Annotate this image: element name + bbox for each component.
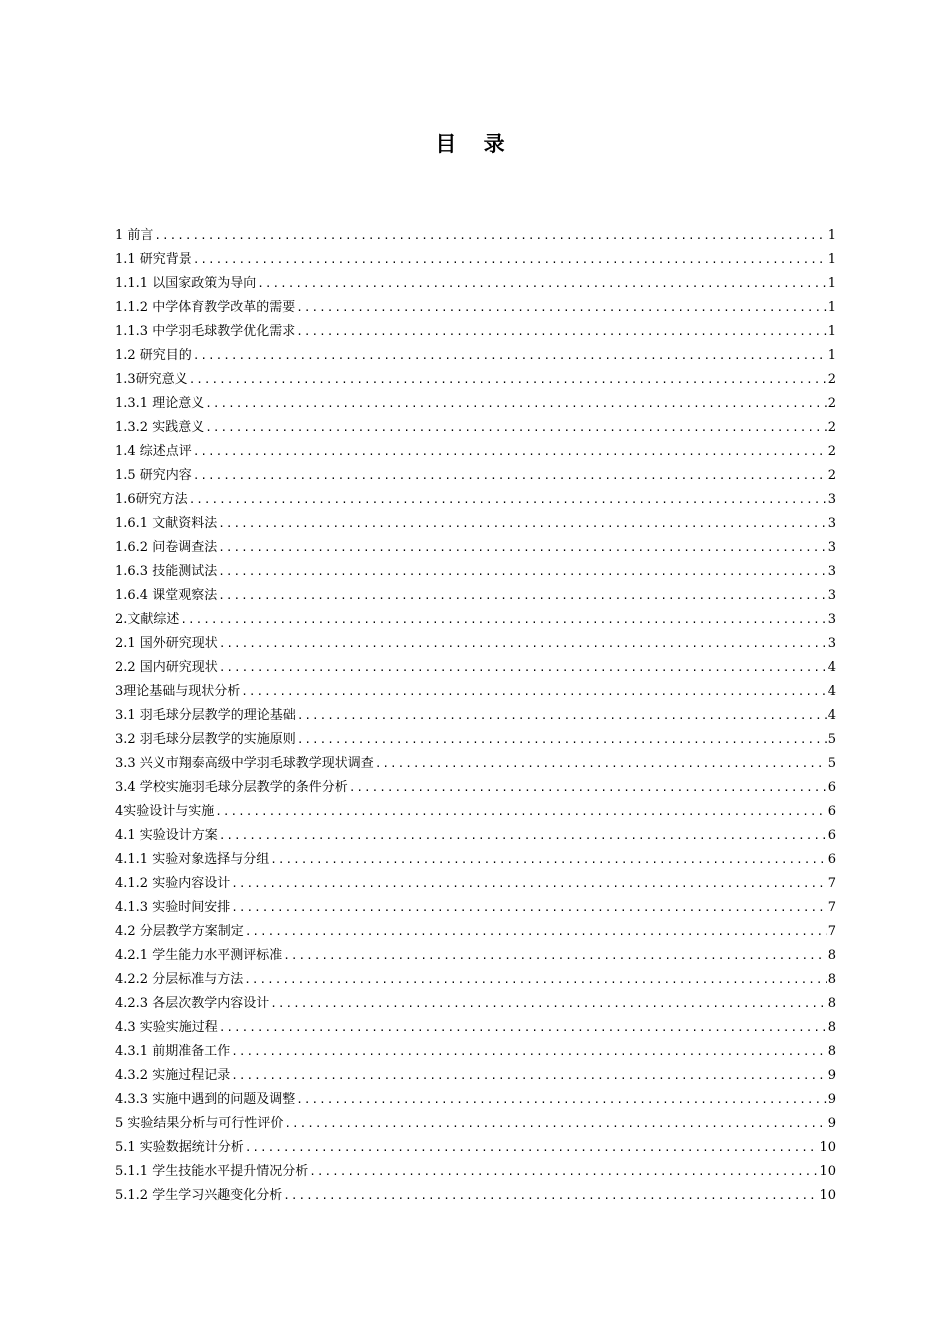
toc-entry-page-number: 7 [827,876,836,891]
toc-entry[interactable] [115,488,836,512]
toc-entry-page-number: 9 [827,1068,836,1083]
toc-entry[interactable] [115,560,836,584]
toc-entry-label: 5.1.2 学生学习兴趣变化分析 [115,1188,283,1203]
toc-dot-leader [193,464,827,488]
toc-entry-label: 3.3 兴义市翔泰高级中学羽毛球教学现状调查 [115,756,374,771]
toc-entry-label: 2.1 国外研究现状 [115,636,218,651]
toc-entry-label: 4.2 分层教学方案制定 [115,924,244,939]
toc-entry[interactable] [115,608,836,632]
toc-entry-label: 1.3研究意义 [115,372,188,387]
toc-entry-label: 1.6.3 技能测试法 [115,564,218,579]
toc-dot-leader [219,1016,827,1040]
toc-entry[interactable] [115,512,836,536]
toc-entry-page-number: 4 [827,684,836,699]
toc-entry[interactable] [115,392,836,416]
toc-entry[interactable] [115,848,836,872]
toc-entry-page-number: 1 [827,252,836,267]
toc-dot-leader [245,920,827,944]
toc-entry-page-number: 2 [827,372,836,387]
toc-entry[interactable] [115,296,836,320]
toc-entry-label: 1.6.1 文献资料法 [115,516,218,531]
toc-entry[interactable] [115,1160,836,1184]
toc-entry-page-number: 3 [827,564,836,579]
toc-entry-label: 4实验设计与实施 [115,804,215,819]
toc-dot-leader [283,1184,818,1208]
toc-entry-label: 1.1.3 中学羽毛球教学优化需求 [115,324,296,339]
toc-dot-leader [270,848,827,872]
toc-dot-leader [297,728,827,752]
toc-entry[interactable] [115,368,836,392]
toc-entry-label: 4.1.3 实验时间安排 [115,900,231,915]
toc-entry[interactable] [115,920,836,944]
toc-entry-label: 4.2.3 各层次教学内容设计 [115,996,270,1011]
toc-entry-page-number: 7 [827,924,836,939]
toc-dot-leader [218,560,827,584]
toc-entry-label: 3.1 羽毛球分层教学的理论基础 [115,708,296,723]
toc-entry-page-number: 5 [827,732,836,747]
toc-dot-leader [283,944,827,968]
toc-dot-leader [231,1064,827,1088]
toc-entry-page-number: 10 [819,1140,836,1155]
toc-entry-page-number: 2 [827,396,836,411]
toc-dot-leader [193,248,827,272]
toc-entry-label: 4.1.2 实验内容设计 [115,876,231,891]
toc-entry-label: 4.3.1 前期准备工作 [115,1044,231,1059]
toc-entry[interactable] [115,1088,836,1112]
toc-entry[interactable] [115,440,836,464]
toc-entry-page-number: 6 [827,804,836,819]
toc-entry[interactable] [115,680,836,704]
toc-dot-leader [219,656,827,680]
table-of-contents [115,224,836,1208]
toc-entry-label: 1.3.2 实践意义 [115,420,205,435]
toc-entry-page-number: 1 [827,300,836,315]
toc-entry-page-number: 3 [827,492,836,507]
toc-entry[interactable] [115,272,836,296]
toc-entry-page-number: 2 [827,420,836,435]
toc-entry-label: 1.2 研究目的 [115,348,192,363]
toc-entry-label: 4.3.2 实施过程记录 [115,1068,231,1083]
toc-entry-label: 1.6.4 课堂观察法 [115,588,218,603]
toc-title: 目 录 [435,132,515,156]
toc-dot-leader [189,488,827,512]
toc-entry-label: 4.1.1 实验对象选择与分组 [115,852,270,867]
toc-entry-page-number: 9 [827,1116,836,1131]
toc-dot-leader [215,800,826,824]
toc-dot-leader [284,1112,826,1136]
toc-entry-page-number: 1 [827,348,836,363]
toc-entry[interactable] [115,992,836,1016]
toc-entry-page-number: 5 [827,756,836,771]
toc-entry[interactable] [115,1136,836,1160]
toc-entry-label: 4.1 实验设计方案 [115,828,218,843]
toc-entry[interactable] [115,752,836,776]
toc-dot-leader [218,536,827,560]
toc-entry-label: 4.3.3 实施中遇到的问题及调整 [115,1092,296,1107]
toc-entry-label: 1.5 研究内容 [115,468,192,483]
toc-entry[interactable] [115,968,836,992]
toc-dot-leader [241,680,826,704]
toc-entry[interactable] [115,872,836,896]
toc-entry-label: 3.2 羽毛球分层教学的实施原则 [115,732,296,747]
toc-entry-label: 4.2.1 学生能力水平测评标准 [115,948,283,963]
toc-entry-label: 1.6.2 问卷调查法 [115,540,218,555]
toc-dot-leader [309,1160,818,1184]
toc-entry-label: 4.3 实验实施过程 [115,1020,218,1035]
toc-entry-label: 5.1.1 学生技能水平提升情况分析 [115,1164,309,1179]
toc-entry[interactable] [115,344,836,368]
toc-dot-leader [193,440,827,464]
toc-dot-leader [193,344,827,368]
toc-entry-page-number: 9 [827,1092,836,1107]
toc-entry[interactable] [115,416,836,440]
toc-dot-leader [205,392,827,416]
toc-entry-page-number: 8 [827,948,836,963]
toc-entry[interactable] [115,704,836,728]
toc-entry-label: 1.6研究方法 [115,492,188,507]
toc-entry-label: 5 实验结果分析与可行性评价 [115,1116,284,1131]
toc-entry-label: 3.4 学校实施羽毛球分层教学的条件分析 [115,780,348,795]
toc-dot-leader [375,752,827,776]
toc-entry-page-number: 2 [827,444,836,459]
toc-dot-leader [297,704,827,728]
toc-entry[interactable] [115,320,836,344]
toc-entry[interactable] [115,248,836,272]
toc-entry-label: 3理论基础与现状分析 [115,684,241,699]
toc-entry-page-number: 8 [827,972,836,987]
toc-entry[interactable] [115,464,836,488]
toc-dot-leader [218,584,827,608]
toc-entry-page-number: 2 [827,468,836,483]
toc-dot-leader [219,632,827,656]
toc-dot-leader [219,824,827,848]
toc-entry-label: 1.4 综述点评 [115,444,192,459]
toc-entry-page-number: 3 [827,636,836,651]
toc-entry-page-number: 6 [827,852,836,867]
toc-dot-leader [231,872,827,896]
toc-entry[interactable] [115,728,836,752]
toc-entry-page-number: 1 [827,324,836,339]
toc-dot-leader [245,1136,819,1160]
toc-entry[interactable] [115,1184,836,1208]
toc-entry-page-number: 4 [827,660,836,675]
toc-dot-leader [296,1088,827,1112]
toc-entry-page-number: 3 [827,588,836,603]
toc-dot-leader [231,1040,827,1064]
toc-entry[interactable] [115,944,836,968]
toc-entry[interactable] [115,224,836,248]
toc-entry[interactable] [115,776,836,800]
toc-dot-leader [205,416,827,440]
toc-entry-page-number: 10 [819,1164,836,1179]
toc-entry-label: 2.文献综述 [115,612,180,627]
toc-dot-leader [296,320,827,344]
toc-entry-label: 5.1 实验数据统计分析 [115,1140,244,1155]
toc-dot-leader [257,272,827,296]
toc-entry-label: 2.2 国内研究现状 [115,660,218,675]
toc-entry-page-number: 8 [827,996,836,1011]
toc-dot-leader [218,512,827,536]
toc-entry-page-number: 3 [827,612,836,627]
toc-dot-leader [349,776,827,800]
toc-dot-leader [180,608,826,632]
toc-dot-leader [296,296,827,320]
toc-entry[interactable] [115,632,836,656]
toc-entry[interactable] [115,584,836,608]
toc-dot-leader [154,224,826,248]
toc-entry[interactable] [115,1112,836,1136]
toc-entry[interactable] [115,824,836,848]
toc-entry-label: 4.2.2 分层标准与方法 [115,972,244,987]
toc-dot-leader [270,992,827,1016]
toc-entry-page-number: 4 [827,708,836,723]
toc-dot-leader [244,968,827,992]
toc-entry[interactable] [115,896,836,920]
toc-entry-label: 1.1.2 中学体育教学改革的需要 [115,300,296,315]
toc-entry-page-number: 3 [827,540,836,555]
toc-entry[interactable] [115,800,836,824]
toc-entry-page-number: 8 [827,1020,836,1035]
toc-entry[interactable] [115,1040,836,1064]
toc-entry-page-number: 6 [827,780,836,795]
toc-entry-label: 1.1 研究背景 [115,252,192,267]
toc-dot-leader [231,896,827,920]
toc-entry-page-number: 1 [827,228,836,243]
toc-entry-page-number: 8 [827,1044,836,1059]
toc-dot-leader [189,368,827,392]
toc-entry[interactable] [115,1064,836,1088]
toc-entry-page-number: 6 [827,828,836,843]
toc-entry-label: 1 前言 [115,228,154,243]
toc-entry-label: 1.3.1 理论意义 [115,396,205,411]
toc-entry-page-number: 1 [827,276,836,291]
toc-entry-page-number: 3 [827,516,836,531]
toc-entry[interactable] [115,656,836,680]
toc-entry[interactable] [115,1016,836,1040]
toc-entry-page-number: 7 [827,900,836,915]
toc-entry-label: 1.1.1 以国家政策为导向 [115,276,257,291]
toc-entry[interactable] [115,536,836,560]
toc-entry-page-number: 10 [819,1188,836,1203]
